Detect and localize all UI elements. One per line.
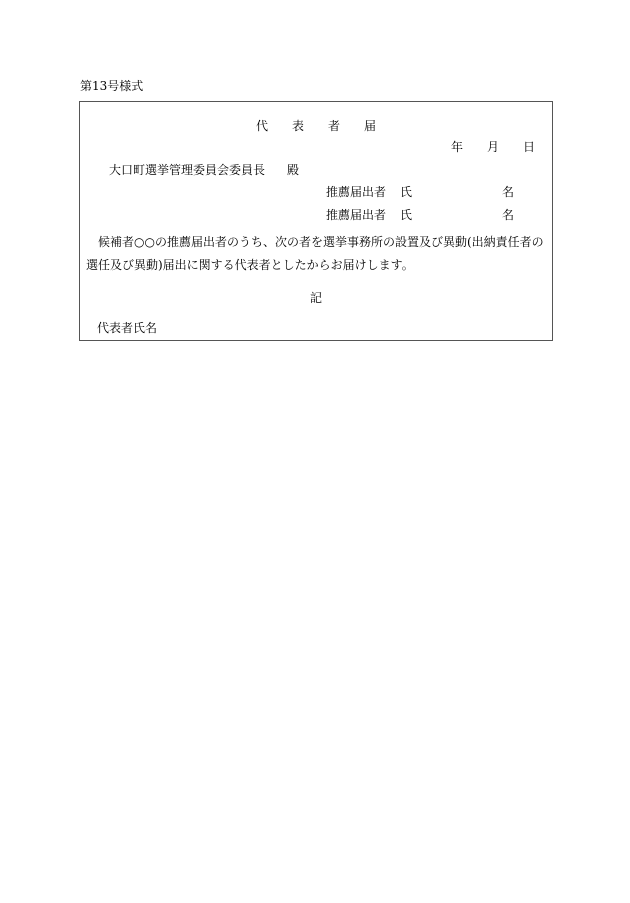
date-line: [451, 140, 535, 154]
body-paragraph: 候補者○○の推薦届出者のうち、次の者を選挙事務所の設置及び異動(出納責任者の選任及び異動)届出に関する代表者としたからお届けします。: [86, 235, 544, 272]
recommender-shi: 氏: [400, 208, 413, 222]
recommender-line-1: [326, 185, 515, 199]
recommender-line-2: [326, 208, 515, 222]
date-day: 日: [522, 140, 535, 154]
addressee-line: [109, 163, 299, 177]
document-title: 代表者届: [255, 119, 400, 133]
recommender-mei: 名: [502, 185, 515, 199]
recommender-label: 推薦届出者: [326, 208, 387, 222]
form-number: 第13号様式: [80, 79, 144, 93]
addressee-name: 大口町選挙管理委員会委員長: [109, 163, 266, 177]
representative-name-label: 代表者氏名: [97, 321, 158, 335]
ki-heading: 記: [309, 291, 322, 305]
form-frame: [79, 101, 553, 341]
addressee-honorific: 殿: [287, 163, 300, 177]
date-month: 月: [486, 140, 499, 154]
recommender-shi: 氏: [400, 185, 413, 199]
recommender-label: 推薦届出者: [326, 185, 387, 199]
date-year: 年: [450, 140, 463, 154]
recommender-mei: 名: [502, 208, 515, 222]
